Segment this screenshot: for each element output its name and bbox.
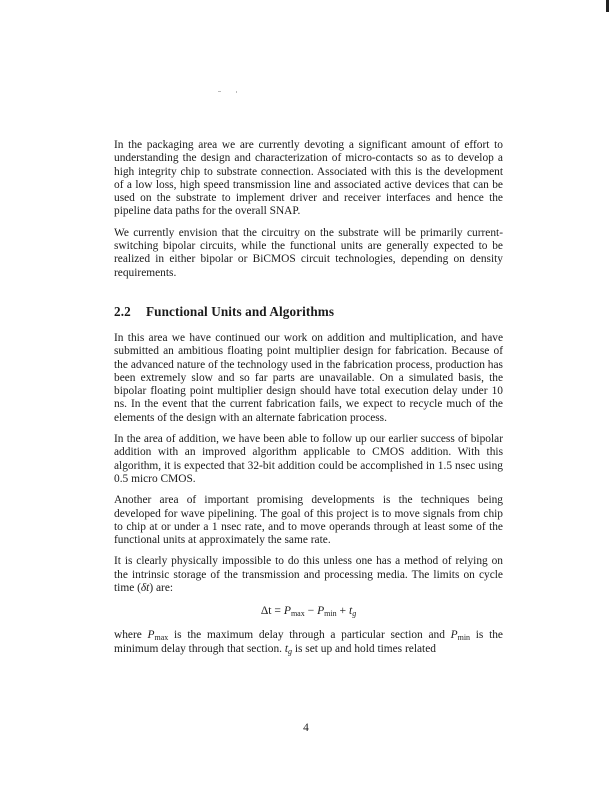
eq-pmax-sub: max bbox=[290, 609, 305, 619]
tg-sub: g bbox=[288, 646, 293, 656]
text: where bbox=[114, 629, 148, 642]
eq-pmax: P bbox=[283, 604, 291, 618]
scan-edge-mark bbox=[606, 0, 609, 12]
paragraph-definitions bbox=[114, 629, 503, 656]
eq-pmin: P bbox=[317, 604, 325, 618]
paragraph-packaging: In the packaging area we are currently devoting a significant amount of effort to understanding the design and characterization of micro-contacts so as to develop a high integrity chip to substrate connection. Associated with this is the development of a low loss, high speed transmission line and associated active devices that can be used on the substrate to implement driver and receiver interfaces and hence the pipeline data paths for the overall SNAP. bbox=[114, 139, 503, 218]
eq-pmin-sub: min bbox=[324, 609, 337, 619]
section-number: 2.2 bbox=[114, 303, 131, 319]
tg-symbol: t bbox=[284, 642, 289, 655]
section-title: Functional Units and Algorithms bbox=[146, 303, 335, 319]
pmax-sub: max bbox=[154, 633, 169, 643]
paragraph-text: It is clearly physically impossible to do this unless one has a method of relying on the intrinsic storage of the transmission and processing media. bbox=[114, 555, 503, 581]
delta-t-symbol: δt bbox=[140, 582, 150, 595]
paragraph-multiplication: In this area we have continued our work on addition and multiplication, and have submitted an ambitious floating point multiplier design for fabrication. Because of the advanced nature of the technology used in the fabrication process, production has been extremely slow and so far parts are unavailable. On a simulated basis, the bipolar floating point multiplier design should have total execution delay under 10 ns. In the event that the current fabrication fails, we expect to recycle much of the elements of the design with an alternate fabrication process. bbox=[114, 331, 503, 424]
paragraph-addition: In the area of addition, we have been able to follow up our earlier success of bipolar addition with an improved algorithm applicable to CMOS addition. With this algorithm, it is expected that 32-bit addition could be accomplished in 1.5 nsec using 0.5 micro CMOS. bbox=[114, 433, 503, 485]
cycle-time-equation bbox=[114, 604, 503, 617]
eq-tg-sub: g bbox=[352, 609, 357, 619]
scan-speck bbox=[236, 91, 237, 93]
pmin-sub: min bbox=[457, 633, 471, 643]
document-body bbox=[114, 139, 503, 664]
eq-equals: = bbox=[271, 604, 284, 618]
pmin-symbol: P bbox=[450, 629, 458, 642]
eq-tg: t bbox=[348, 604, 353, 618]
paragraph-wave-pipelining: Another area of important promising developments is the techniques being developed for wave pipelining. The goal of this project is to move signals from chip to chip at or under a 1 nsec rate, and to move operands through at least some of the functional units at approximately the same rate. bbox=[114, 494, 503, 547]
scan-speck bbox=[218, 91, 221, 92]
pmax-symbol: P bbox=[147, 629, 155, 642]
eq-lhs: Δt bbox=[260, 604, 272, 618]
paragraph-intrinsic-storage bbox=[114, 555, 503, 595]
text: is the minimum delay through that section. bbox=[114, 629, 503, 655]
text: is set up and hold times related bbox=[292, 642, 436, 655]
page-number: 4 bbox=[303, 722, 309, 734]
text: ) are: bbox=[149, 582, 174, 595]
section-heading bbox=[114, 304, 503, 320]
eq-plus: + bbox=[336, 604, 349, 618]
paragraph-circuitry: We currently envision that the circuitry on the substrate will be primarily current-switching bipolar circuits, while the functional units are generally expected to be realized in either bipolar or BiCMOS circuit technologies, depending on density requirements. bbox=[114, 226, 503, 279]
text: is the maximum delay through a particular section and bbox=[168, 629, 451, 642]
eq-minus: − bbox=[304, 604, 318, 618]
text: The limits on cycle time ( bbox=[114, 568, 503, 595]
